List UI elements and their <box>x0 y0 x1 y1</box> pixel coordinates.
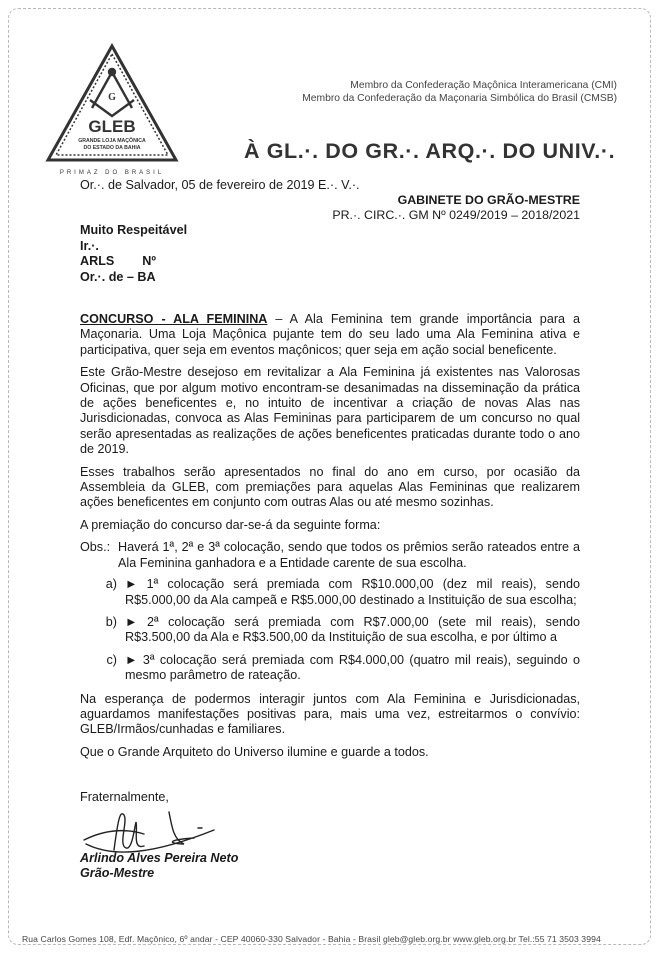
paragraph: Esses trabalhos serão apresentados no final do ano em curso, por ocasião da Assembleia da GLEB, com premiações para aquelas Alas Femininas que realizarem ações beneficentes em conjunto com outras Alas ou até mesmo sozinhas. <box>80 464 580 510</box>
addressee-line: Or.·. de – BA <box>80 270 156 284</box>
paragraph: Na esperança de podermos interagir juntos com Ala Feminina e Jurisdicionadas, aguardamos manifestações positivas para, mais uma vez, estreitarmos o convívio: GLEB/Irmãos/cunhadas e familiares. <box>80 691 580 737</box>
addressee-line: Muito Respeitável <box>80 223 188 237</box>
masonic-motto: À GL.·. DO GR.·. ARQ.·. DO UNIV.·. <box>244 139 616 163</box>
signatory-name: Arlindo Alves Pereira Neto <box>80 851 239 865</box>
membership-cmsb: Membro da Confederação da Maçonaria Simbólica do Brasil (CMSB) <box>302 93 617 104</box>
svg-text:GRANDE LOJA MAÇÔNICA: GRANDE LOJA MAÇÔNICA <box>78 138 146 144</box>
obs-note: Obs.: Haverá 1ª, 2ª e 3ª colocação, sendo que todos os prêmios serão rateados entre a Ala Feminina ganhadora e a Entidade carente de sua escolha. <box>80 540 580 570</box>
signatory-role: Grão-Mestre <box>80 866 155 880</box>
closing: Fraternalmente, <box>80 790 169 804</box>
addressee-line: Ir.·. <box>80 239 99 253</box>
svg-text:GLEB: GLEB <box>88 117 136 136</box>
prize-item: a) ► 1ª colocação será premiada com R$10.000,00 (dez mil reais), sendo R$5.000,00 da Ala campeã e R$5.000,00 destinado a Instituição de sua escolha; <box>105 577 580 607</box>
gleb-logo <box>44 42 180 182</box>
paragraph: Que o Grande Arquiteto do Universo ilumine e guarde a todos. <box>80 744 429 759</box>
paragraph: CONCURSO - ALA FEMININA – A Ala Feminina tem grande importância para a Maçonaria. Uma Loja Maçônica pujante tem do seu lado uma Ala Feminina ativa e participativa, quer seja em eventos maçônicos; quer seja em ação social beneficente. <box>80 312 580 357</box>
circular-number: PR.·. CIRC.·. GM Nº 0249/2019 – 2018/2021 <box>332 208 580 222</box>
paragraph: A premiação do concurso dar-se-á da seguinte forma: <box>80 517 381 532</box>
membership-cmi: Membro da Confederação Maçônica Interamericana (CMI) <box>350 80 617 91</box>
svg-text:DO ESTADO DA BAHIA: DO ESTADO DA BAHIA <box>83 145 141 151</box>
svg-text:G: G <box>108 92 116 103</box>
letter-title: CONCURSO - ALA FEMININA <box>80 312 268 326</box>
addressee-line: ARLS Nº <box>80 254 156 268</box>
footer-contact: Rua Carlos Gomes 108, Edf. Maçônico, 6º andar - CEP 40060-330 Salvador - Bahia - Brasil gleb@gleb.org.br www.gleb.org.br Tel.:55 71 3503 3994 <box>22 934 601 944</box>
office-title: GABINETE DO GRÃO-MESTRE <box>397 193 580 207</box>
svg-text:PRIMAZ DO BRASIL: PRIMAZ DO BRASIL <box>59 170 165 176</box>
paragraph: Este Grão-Mestre desejoso em revitalizar a Ala Feminina já existentes nas Valorosas Oficinas, que por algum motivo encontram-se desanimadas na disseminação da prática de ações beneficentes e, no intuito de incentivar a criação de novas Alas nas Jurisdicionadas, convoca as Alas Femininas para participarem de um concurso no qual serão apresentadas as realizações de ações beneficentes praticadas durante todo o ano de 2019. <box>80 365 580 457</box>
prize-item: b) ► 2ª colocação será premiada com R$7.000,00 (sete mil reais), sendo R$3.500,00 da Ala e R$3.500,00 da Instituição de sua escolha, e por último a <box>105 614 580 645</box>
letter-body <box>80 312 580 767</box>
dateline: Or.·. de Salvador, 05 de fevereiro de 2019 E.·. V.·. <box>80 178 360 192</box>
prize-item: c) ► 3ª colocação será premiada com R$4.000,00 (quatro mil reais), seguindo o mesmo parâmetro de rateação. <box>106 652 580 683</box>
